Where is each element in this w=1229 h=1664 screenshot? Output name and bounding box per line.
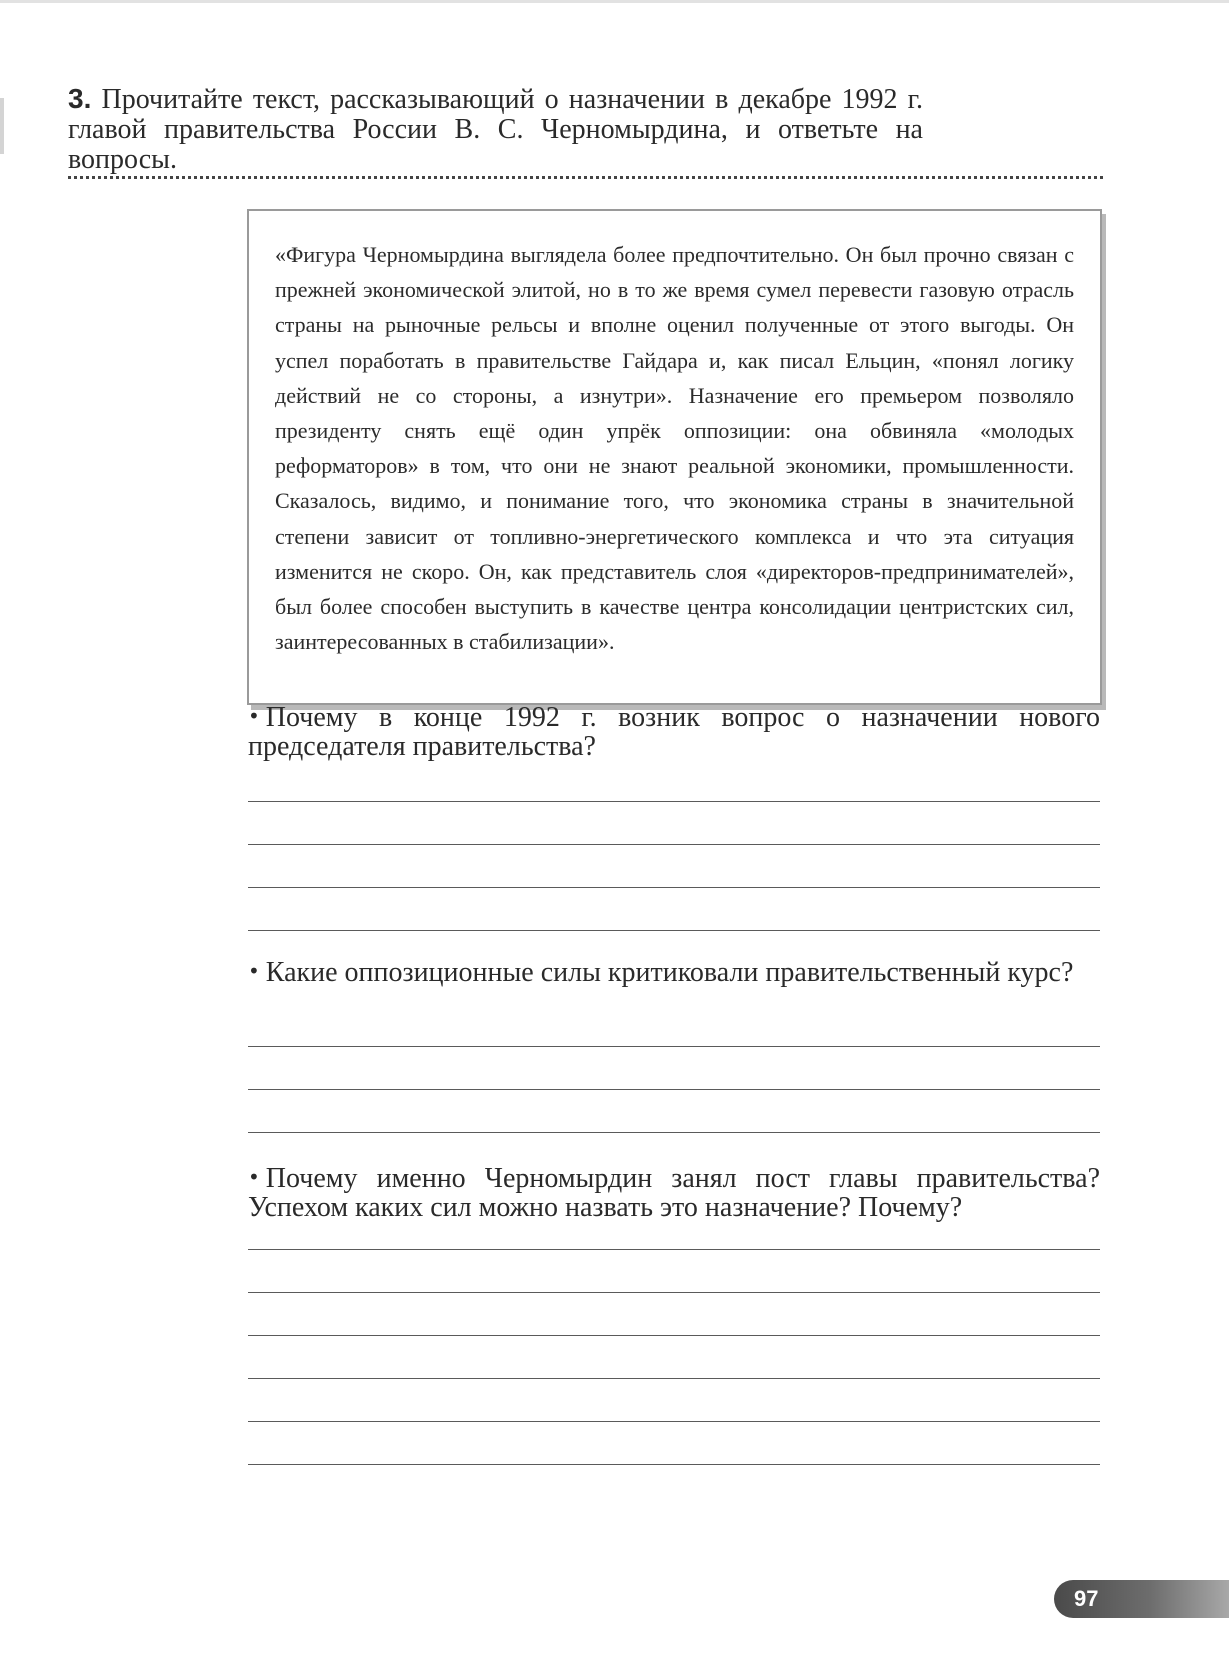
task-number: 3.: [68, 83, 92, 114]
answer-line-1-2[interactable]: [248, 844, 1100, 845]
quote-text: «Фигура Черномырдина выглядела более предпочтительно. Он был прочно связан с прежней экономической элитой, но в то же время сумел перевести газовую отрасль страны на рыночные рельсы и вполне оценил полученные от этого выгоды. Он успел поработать в правительстве Гайдара и, как писал Ельцин, «понял логику действий не со стороны, а изнутри». Назначение его премьером позволяло президенту снять ещё один упрёк оппозиции: она обвиняла «молодых реформаторов» в том, что они не знают реальной экономики, промышленности. Сказалось, видимо, и понимание того, что экономика страны в значительной степени зависит от топливно-энергетического комплекса и что эта ситуация изменится не скоро. Он, как представитель слоя «директоров-предпринимателей», был более способен выступить в качестве центра консолидации центристских сил, заинтересованных в стабилизации».: [275, 242, 1074, 655]
answer-line-2-2[interactable]: [248, 1089, 1100, 1090]
answer-line-3-1[interactable]: [248, 1249, 1100, 1250]
question-2: [248, 957, 1100, 987]
page-top-edge: [0, 0, 1229, 3]
answer-line-1-4[interactable]: [248, 930, 1100, 931]
dotted-divider: [68, 176, 1103, 179]
question-1: [248, 702, 1100, 761]
bullet-icon: •: [248, 959, 260, 983]
answer-line-3-3[interactable]: [248, 1335, 1100, 1336]
quote-box: [247, 209, 1102, 705]
answer-line-3-4[interactable]: [248, 1378, 1100, 1379]
answer-line-2-1[interactable]: [248, 1046, 1100, 1047]
page-number-tab: [1054, 1580, 1229, 1618]
answer-line-3-6[interactable]: [248, 1464, 1100, 1465]
answer-line-1-1[interactable]: [248, 801, 1100, 802]
page-number: 97: [1074, 1586, 1099, 1611]
answer-line-2-3[interactable]: [248, 1132, 1100, 1133]
question-2-text: Какие оппозиционные силы критиковали правительственный курс?: [265, 957, 1074, 988]
bullet-icon: •: [248, 704, 260, 728]
task-instruction: [68, 84, 923, 175]
answer-line-3-5[interactable]: [248, 1421, 1100, 1422]
question-3: [248, 1163, 1100, 1222]
question-3-text: Почему именно Черномырдин занял пост главы правительства? Успехом каких сил можно назвать это назначение? Почему?: [248, 1163, 1100, 1223]
question-1-text: Почему в конце 1992 г. возник вопрос о назначении нового председателя правительства?: [248, 702, 1100, 762]
task-text: Прочитайте текст, рассказывающий о назначении в декабре 1992 г. главой правительства России В. С. Черномырдина, и ответьте на вопросы.: [68, 84, 923, 175]
page-left-edge: [0, 98, 4, 154]
answer-line-1-3[interactable]: [248, 887, 1100, 888]
bullet-icon: •: [248, 1165, 260, 1189]
answer-line-3-2[interactable]: [248, 1292, 1100, 1293]
